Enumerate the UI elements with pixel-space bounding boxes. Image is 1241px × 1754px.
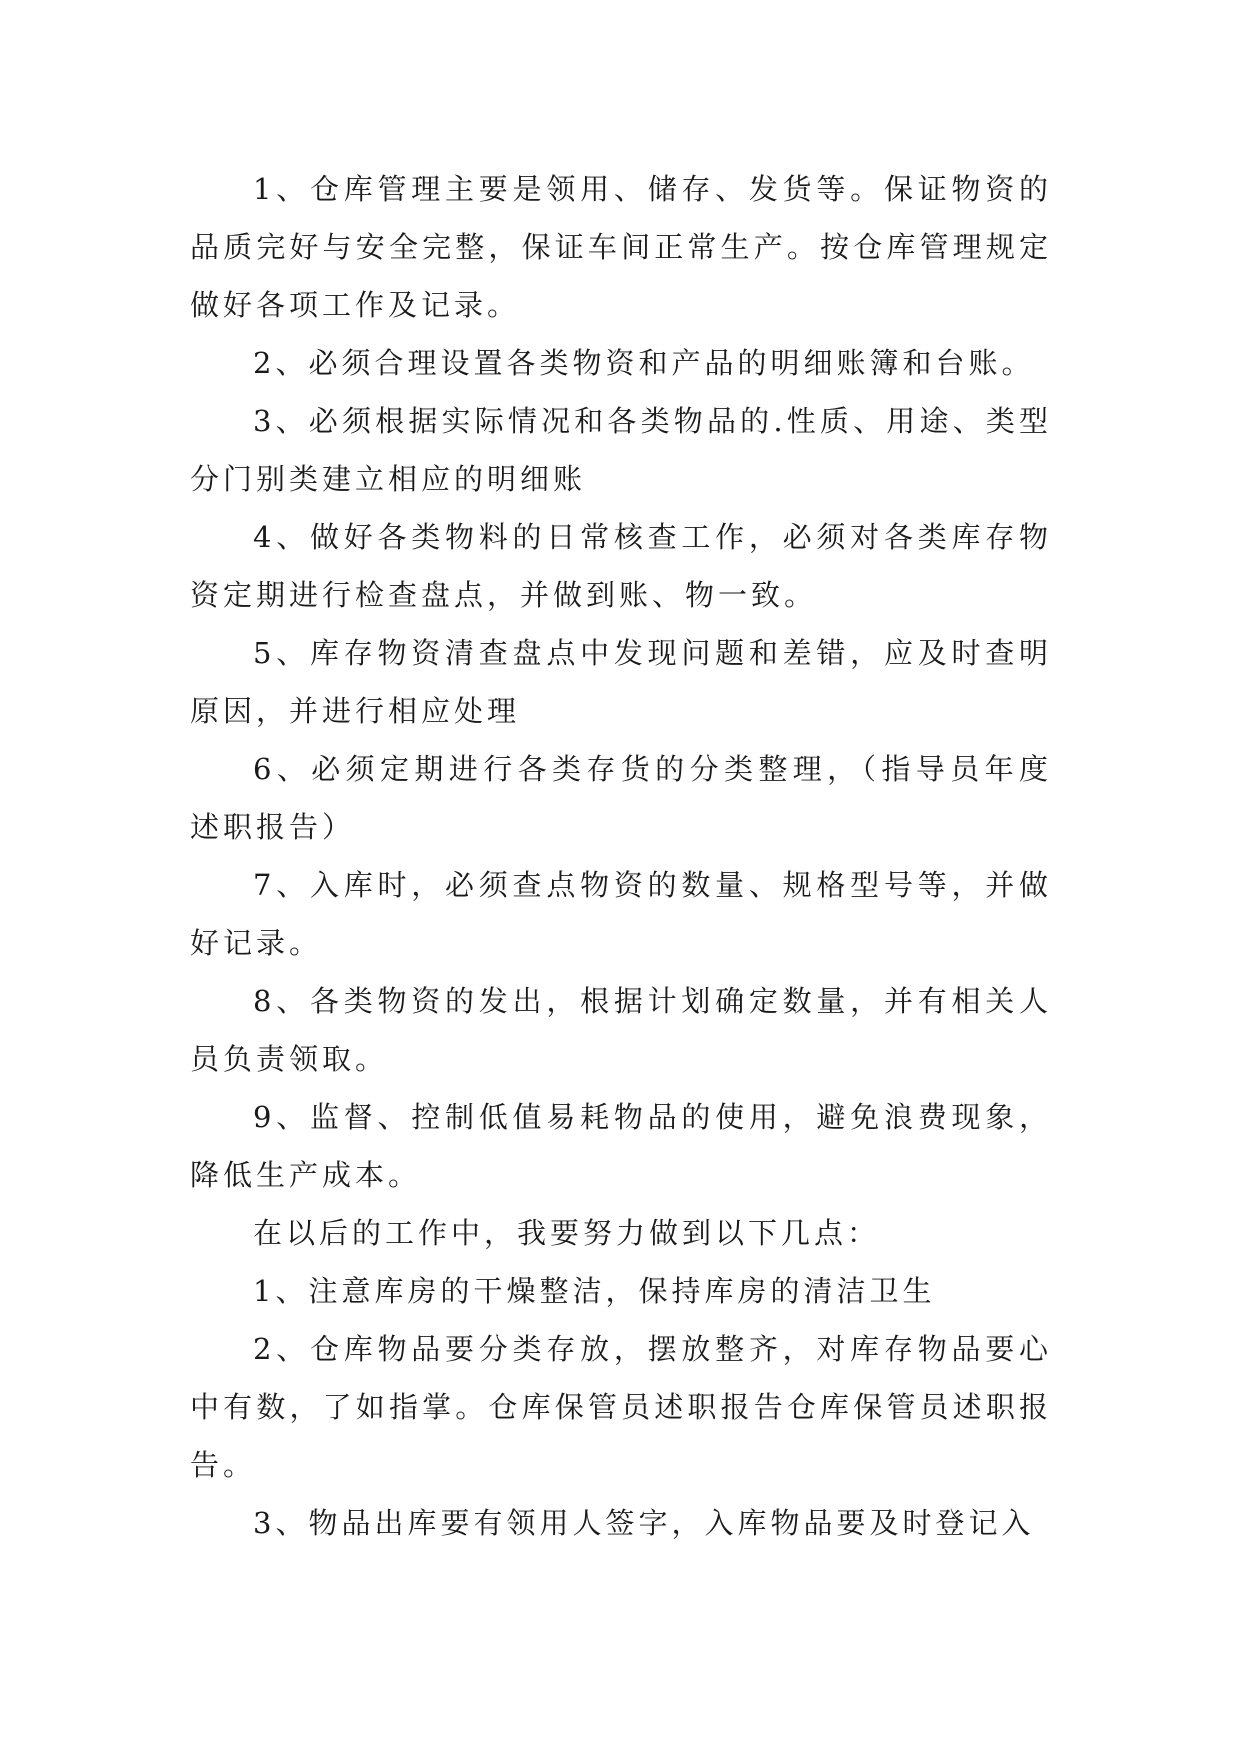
paragraph-7: 7、入库时，必须查点物资的数量、规格型号等，并做好记录。 [190, 868, 1052, 960]
paragraph-13: 3、物品出库要有领用人签字，入库物品要及时登记入 [253, 1506, 1035, 1540]
paragraph-3: 3、必须根据实际情况和各类物品的.性质、用途、类型分门别类建立相应的明细账 [190, 404, 1052, 496]
paragraph-1: 1、仓库管理主要是领用、储存、发货等。保证物资的品质完好与安全完整，保证车间正常生产。按仓库管理规定做好各项工作及记录。 [190, 172, 1052, 322]
paragraph-2: 2、必须合理设置各类物资和产品的明细账簿和台账。 [253, 346, 1035, 380]
paragraph-5: 5、库存物资清查盘点中发现问题和差错，应及时查明原因，并进行相应处理 [190, 636, 1052, 728]
document-body [190, 160, 1052, 1552]
paragraph-9: 9、监督、控制低值易耗物品的使用，避免浪费现象，降低生产成本。 [190, 1100, 1052, 1192]
paragraph-10: 在以后的工作中，我要努力做到以下几点： [253, 1216, 881, 1250]
paragraph-12: 2、仓库物品要分类存放，摆放整齐，对库存物品要心中有数，了如指掌。仓库保管员述职报告仓库保管员述职报告。 [190, 1332, 1052, 1482]
paragraph-8: 8、各类物资的发出，根据计划确定数量，并有相关人员负责领取。 [190, 984, 1052, 1076]
paragraph-4: 4、做好各类物料的日常核查工作，必须对各类库存物资定期进行检查盘点，并做到账、物一致。 [190, 520, 1052, 612]
paragraph-11: 1、注意库房的干燥整洁，保持库房的清洁卫生 [253, 1274, 936, 1308]
paragraph-6: 6、必须定期进行各类存货的分类整理，（指导员年度述职报告） [190, 752, 1052, 844]
